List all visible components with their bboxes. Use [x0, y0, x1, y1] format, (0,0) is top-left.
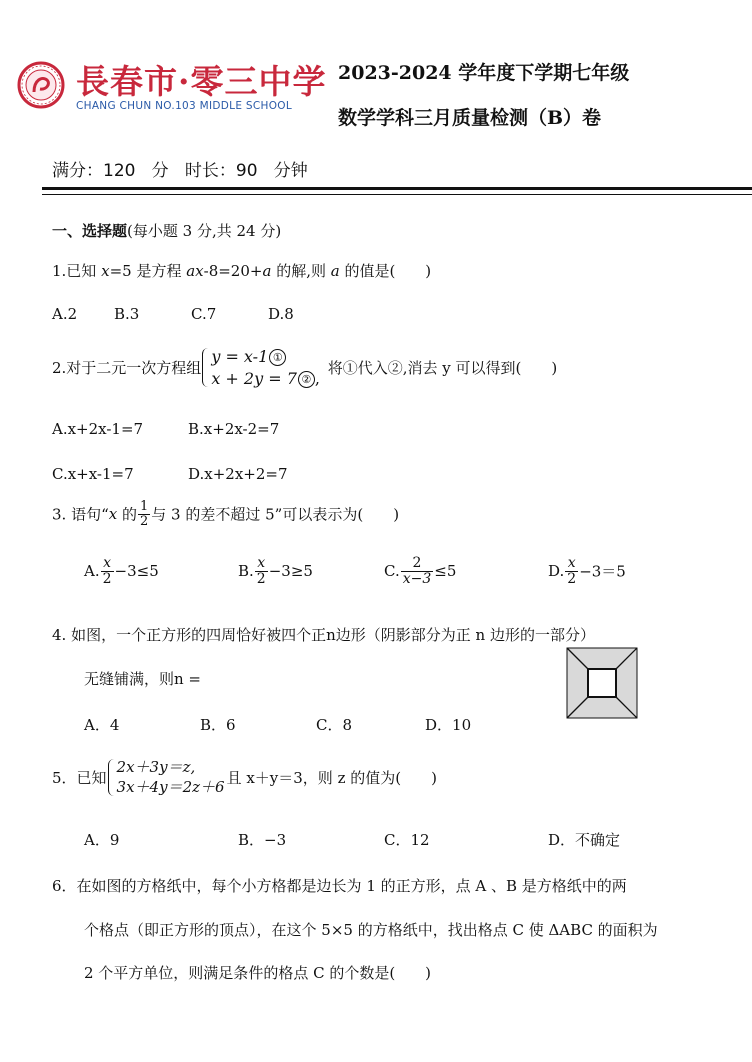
q3-text: 的: [117, 505, 137, 524]
q5-option-b[interactable]: B．−3: [238, 831, 287, 849]
time-value: 90: [235, 161, 258, 181]
score-label: 满分：: [52, 161, 103, 181]
q2-equation-system: [201, 346, 320, 389]
q1-text: 1.已知: [52, 262, 102, 280]
q3-text: 3. 语句“: [52, 505, 109, 524]
q5-eq2: 3x＋4y＝2z＋6: [116, 778, 225, 797]
time-label: 时长：: [184, 161, 236, 181]
q5-eq1: 2x＋3y＝z,: [116, 758, 196, 776]
time-unit: 分钟: [273, 161, 308, 181]
exam-title-line1: 2023-2024 学年度下学期七年级: [338, 62, 630, 84]
q3-fraction: $\frac{1}{2}$: [140, 499, 149, 529]
question-2: [52, 346, 557, 389]
q5-text: 且 x＋y＝3，则 z 的值为( ): [226, 768, 437, 787]
q1-option-c[interactable]: C.7: [191, 305, 217, 323]
q2-text: 将①代入②,消去 y 可以得到( ): [327, 359, 558, 378]
q1-text: 的值是( ): [339, 262, 432, 280]
question-4-line1: 4. 如图，一个正方形的四周恰好被四个正n边形（阴影部分为正 n 边形的一部分）: [52, 626, 595, 644]
q3-option-d[interactable]: D. $\frac{x}{2}$ −3＝5: [548, 555, 626, 587]
q2-mark-1: ①: [269, 349, 286, 366]
school-name-cn: 長春市·零三中学: [76, 62, 327, 101]
q3-var: x: [108, 505, 118, 524]
q2-eq2: x + 2y = 7: [211, 368, 297, 388]
q2-mark-2: ②: [298, 371, 315, 388]
exam-info: [52, 156, 308, 181]
q2-text: 2.对于二元一次方程组: [52, 359, 202, 378]
q2-option-b[interactable]: B.x+2x-2=7: [188, 420, 280, 438]
q5-option-a[interactable]: A．9: [84, 831, 120, 849]
header-divider-thick: [42, 187, 752, 190]
question-6-line3: 2 个平方单位，则满足条件的格点 C 的个数是( ): [84, 964, 432, 982]
question-5: [52, 757, 437, 798]
q1-text: =5 是方程: [109, 262, 187, 280]
q4-option-d[interactable]: D．10: [425, 716, 472, 734]
school-emblem-icon: [16, 60, 66, 110]
q2-option-d[interactable]: D.x+2x+2=7: [188, 465, 288, 483]
q5-option-d[interactable]: D．不确定: [548, 831, 621, 849]
school-logo: [16, 56, 327, 118]
score-value: 120: [103, 161, 136, 181]
section-title: [52, 220, 281, 241]
q1-text: -8=20+: [203, 262, 263, 280]
header-divider-thin: [42, 194, 752, 195]
q2-option-a[interactable]: A.x+2x-1=7: [52, 420, 144, 438]
question-6-line1: 6．在如图的方格纸中，每个小方格都是边长为 1 的正方形，点 A 、B 是方格纸中的两: [52, 877, 627, 895]
question-1: [52, 260, 431, 281]
q1-var: ax: [186, 262, 204, 280]
question-4-line2: 无缝铺满，则n =: [84, 670, 201, 688]
q5-text: 5．已知: [52, 768, 107, 787]
q4-figure: [566, 647, 638, 719]
q1-option-d[interactable]: D.8: [268, 305, 294, 323]
score-unit: 分: [151, 161, 169, 181]
q5-option-c[interactable]: C．12: [384, 831, 430, 849]
q3-option-c[interactable]: C. $\frac{2}{x-3}$ ≤5: [384, 555, 457, 587]
q4-option-a[interactable]: A．4: [84, 716, 120, 734]
exam-title-line2: 数学学科三月质量检测（B）卷: [338, 107, 602, 129]
q5-equation-system: [107, 757, 225, 798]
q1-text: 的解,则: [271, 262, 331, 280]
q3-option-a[interactable]: A. $\frac{x}{2}$ −3≤5: [84, 555, 159, 587]
section-heading: 一、选择题: [52, 222, 128, 240]
q4-option-c[interactable]: C．8: [316, 716, 353, 734]
q1-option-b[interactable]: B.3: [114, 305, 140, 323]
q1-var: a: [262, 262, 272, 280]
question-3: [52, 500, 399, 528]
question-6-line2: 个格点（即正方形的顶点），在这个 5×5 的方格纸中，找出格点 C 使 ΔABC 的面积为: [84, 921, 658, 939]
q3-option-b[interactable]: B. $\frac{x}{2}$ −3≥5: [238, 555, 313, 587]
q2-option-c[interactable]: C.x+x-1=7: [52, 465, 134, 483]
q2-eq1: y = x-1: [211, 347, 269, 366]
q2-comma: ,: [314, 368, 320, 388]
q1-var: x: [101, 262, 110, 280]
q1-var: a: [330, 262, 340, 280]
q3-text: 与 3 的差不超过 5”可以表示为( ): [151, 505, 400, 524]
school-name-en: CHANG CHUN NO.103 MIDDLE SCHOOL: [76, 100, 292, 112]
section-note: (每小题 3 分,共 24 分): [127, 222, 282, 240]
q4-option-b[interactable]: B．6: [200, 716, 236, 734]
q4-figure-center-square: [588, 669, 616, 697]
q1-option-a[interactable]: A.2: [52, 305, 78, 323]
